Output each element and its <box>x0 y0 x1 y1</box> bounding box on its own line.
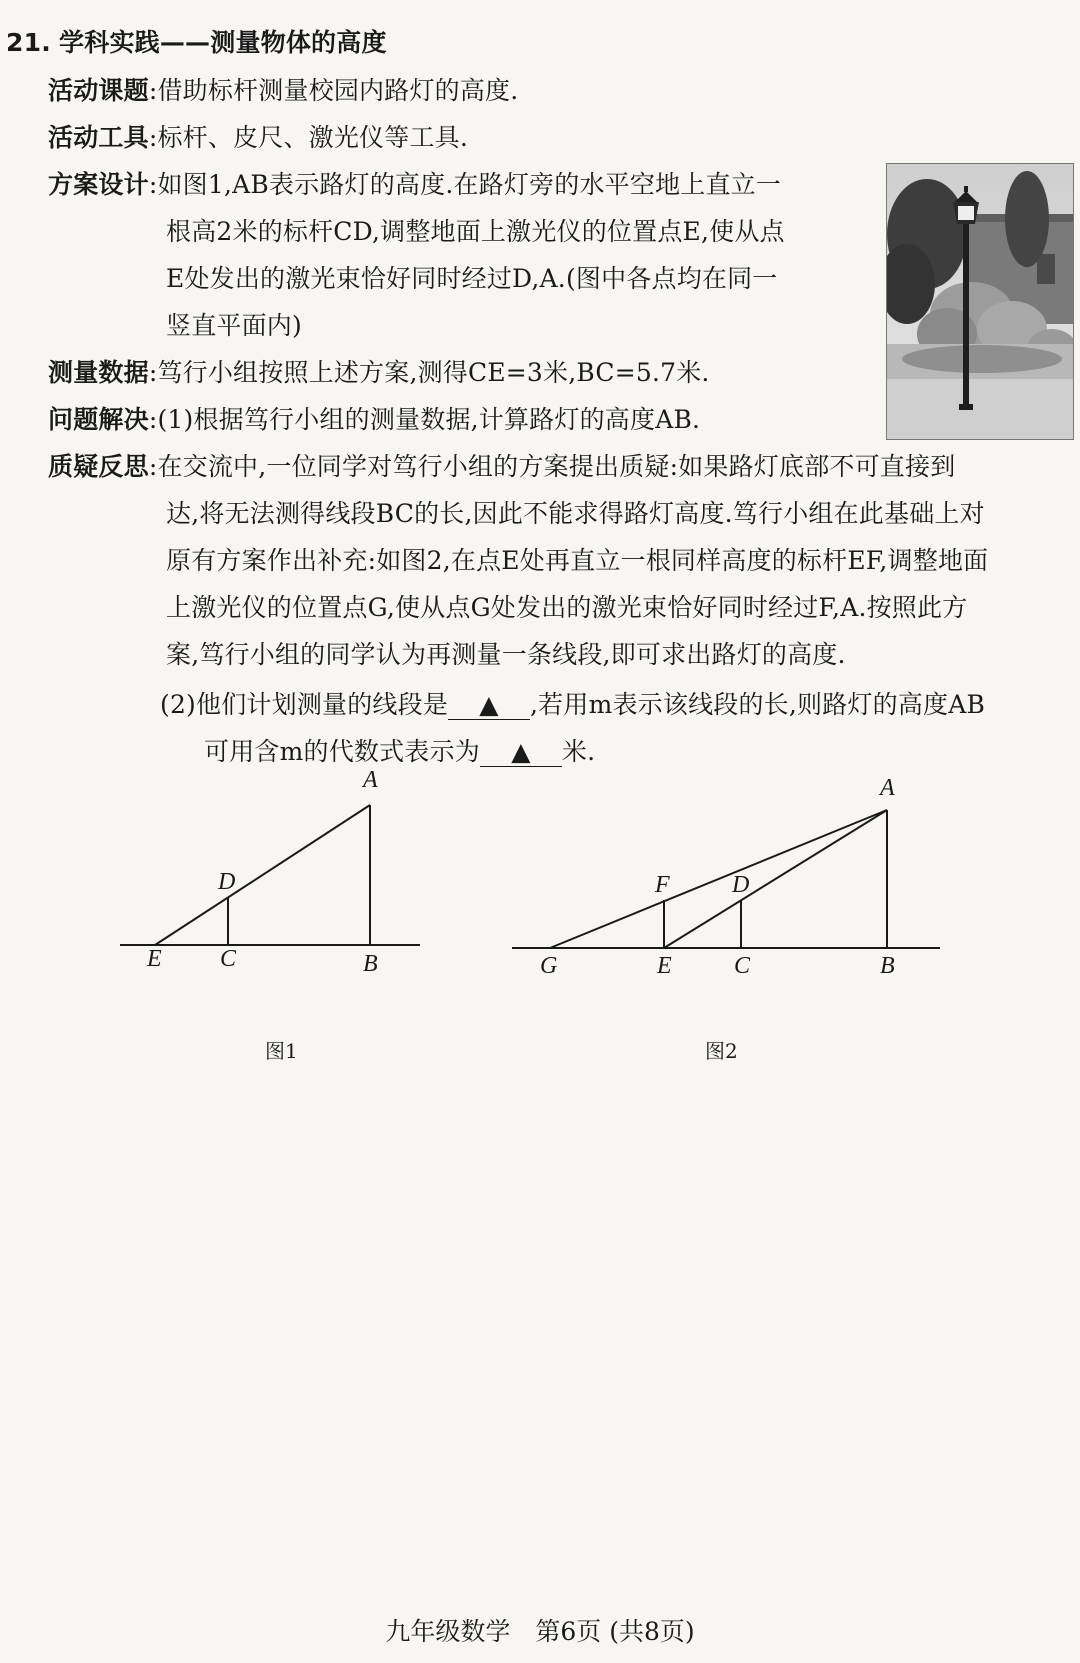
reflect-line-3: 原有方案作出补充:如图2,在点E处再直立一根同样高度的标杆EF,调整地面 <box>166 546 989 575</box>
topic-row: 活动课题:借助标杆测量校园内路灯的高度. <box>48 76 519 105</box>
data-row: 测量数据:笃行小组按照上述方案,测得CE=3米,BC=5.7米. <box>48 358 710 387</box>
topic-text: 借助标杆测量校园内路灯的高度. <box>157 76 519 105</box>
tools-text: 标杆、皮尺、激光仪等工具. <box>157 123 468 152</box>
fig1-laser-line <box>155 805 370 945</box>
reflect-line-1: 在交流中,一位同学对笃行小组的方案提出质疑:如果路灯底部不可直接到 <box>157 452 956 481</box>
design-label: 方案设计 <box>48 170 149 199</box>
figure-1 <box>120 765 430 975</box>
question-title: 学科实践——测量物体的高度 <box>59 28 387 57</box>
fig2-label-g: G <box>540 953 558 979</box>
reflect-line-5: 案,笃行小组的同学认为再测量一条线段,即可求出路灯的高度. <box>166 640 846 669</box>
question-number: 21. <box>6 28 51 57</box>
data-text: 笃行小组按照上述方案,测得CE=3米,BC=5.7米. <box>157 358 710 387</box>
topic-label: 活动课题 <box>48 76 149 105</box>
figure-2 <box>512 765 942 980</box>
q2-part2: ,若用m表示该线段的长,则路灯的高度AB <box>530 690 986 719</box>
fig1-label-c: C <box>220 946 237 972</box>
reflect-line-4: 上激光仪的位置点G,使从点G处发出的激光束恰好同时经过F,A.按照此方 <box>166 593 968 622</box>
tools-row: 活动工具:标杆、皮尺、激光仪等工具. <box>48 123 468 152</box>
fig2-label-a: A <box>880 775 895 801</box>
fig2-label-f: F <box>655 872 670 898</box>
solve-label: 问题解决 <box>48 405 149 434</box>
street-lamp-photo <box>886 163 1074 440</box>
tools-label: 活动工具 <box>48 123 149 152</box>
design-row: 方案设计:如图1,AB表示路灯的高度.在路灯旁的水平空地上直立一 <box>48 170 782 199</box>
reflect-label: 质疑反思 <box>48 452 149 481</box>
street-lamp-illustration <box>887 164 1073 439</box>
q2-line-1 <box>160 688 985 722</box>
q2-part3: 可用含m的代数式表示为 <box>204 737 480 766</box>
fig2-label-c: C <box>734 953 751 979</box>
reflect-row: 质疑反思:在交流中,一位同学对笃行小组的方案提出质疑:如果路灯底部不可直接到 <box>48 452 956 481</box>
solve-text: (1)根据笃行小组的测量数据,计算路灯的高度AB. <box>157 405 701 434</box>
page-footer: 九年级数学 第6页 (共8页) <box>385 1617 695 1646</box>
fig1-label-b: B <box>363 951 378 975</box>
fig2-label-b: B <box>880 953 895 979</box>
fig2-label-d: D <box>732 872 750 898</box>
fig1-label-e: E <box>147 946 162 972</box>
solve-row: 问题解决:(1)根据笃行小组的测量数据,计算路灯的高度AB. <box>48 405 701 434</box>
design-line-2: 根高2米的标杆CD,调整地面上激光仪的位置点E,使从点 <box>166 217 785 246</box>
fig1-label-a: A <box>363 767 378 793</box>
design-line-3: E处发出的激光束恰好同时经过D,A.(图中各点均在同一 <box>166 264 778 293</box>
answer-blank-expression[interactable]: ▲ <box>480 738 562 767</box>
fig2-label-e: E <box>657 953 672 979</box>
figure-1-caption: 图1 <box>265 1039 298 1063</box>
q2-part1: (2)他们计划测量的线段是 <box>160 690 449 719</box>
fig2-laser-ea <box>664 810 887 948</box>
q2-part4: 米. <box>561 737 596 766</box>
answer-blank-segment[interactable]: ▲ <box>448 691 530 720</box>
question-header <box>6 26 387 60</box>
figure-2-caption: 图2 <box>705 1039 738 1063</box>
design-line-4: 竖直平面内) <box>166 311 302 340</box>
reflect-line-2: 达,将无法测得线段BC的长,因此不能求得路灯高度.笃行小组在此基础上对 <box>166 499 985 528</box>
fig1-label-d: D <box>218 869 236 895</box>
design-line-1: 如图1,AB表示路灯的高度.在路灯旁的水平空地上直立一 <box>157 170 782 199</box>
fig2-laser-ga <box>550 810 887 948</box>
q2-line-2 <box>204 735 595 769</box>
data-label: 测量数据 <box>48 358 149 387</box>
